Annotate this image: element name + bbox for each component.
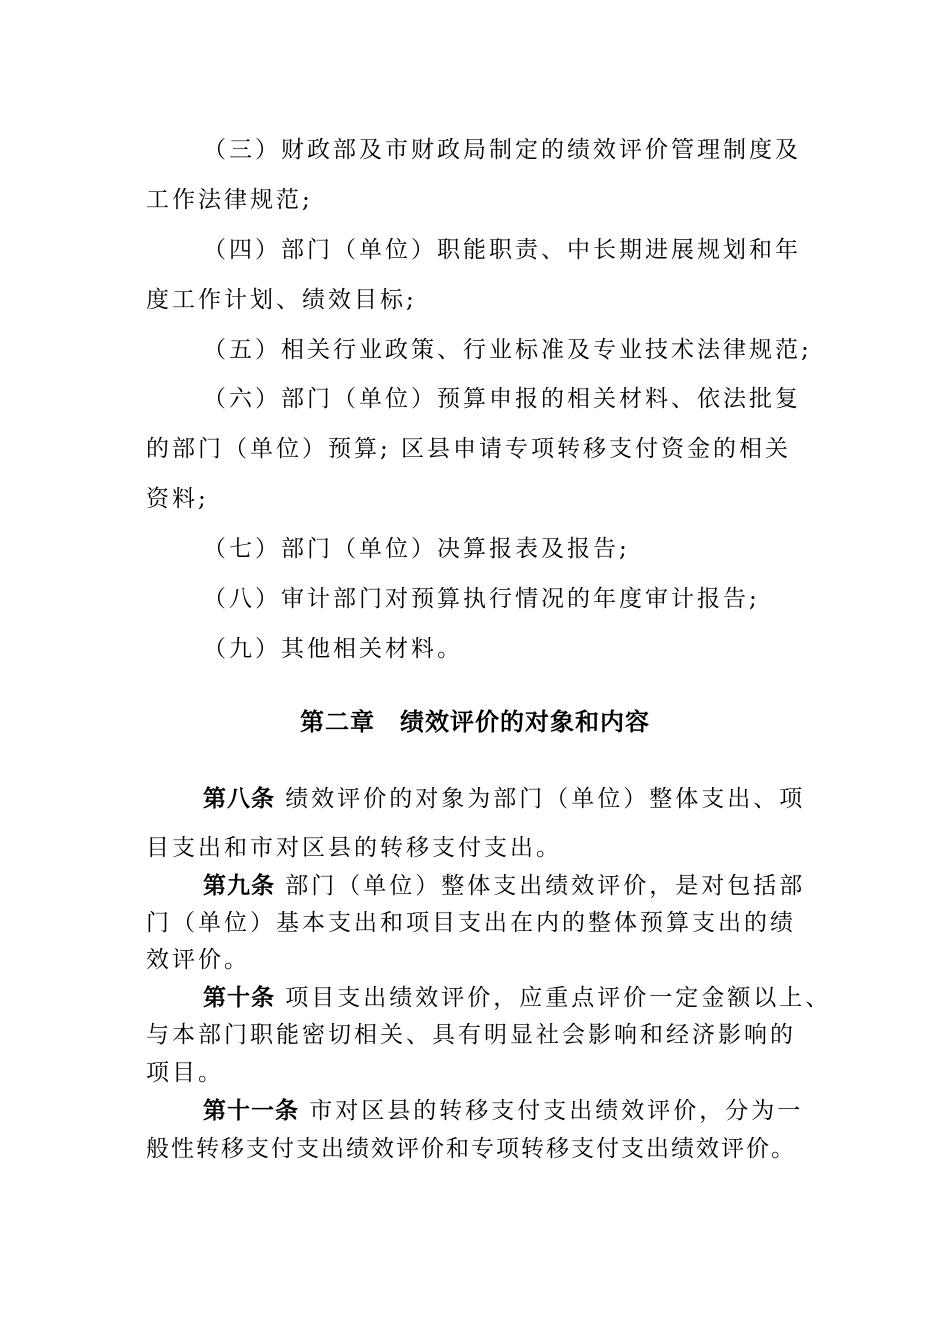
article-11-text: 市对区县的转移支付支出绩效评价，分为一 [299, 1098, 804, 1124]
list-item-4-line-1: （四）部门（单位）职能职责、中长期进展规划和年 [203, 237, 801, 263]
article-10-line-1 [0, 983, 950, 1013]
list-item-8-line-1: （八）审计部门对预算执行情况的年度审计报告; [203, 586, 760, 612]
article-9-title: 第九条 [203, 872, 275, 899]
list-item-7-line-1: （七）部门（单位）决算报表及报告; [203, 536, 630, 562]
list-item-4-line-2: 度工作计划、绩效目标; [146, 287, 417, 313]
article-9-text: 部门（单位）整体支出绩效评价，是对包括部 [275, 873, 806, 899]
list-item-6-line-3: 资料; [146, 486, 209, 512]
list-item-6-line-2: 的部门（单位）预算; 区县申请专项转移支付资金的相关 [146, 436, 792, 462]
list-item-5-line-1: （五）相关行业政策、行业标准及专业技术法律规范; [203, 337, 812, 363]
article-8-line-2: 目支出和市对区县的转移支付支出。 [146, 835, 562, 861]
article-9-line-2: 门（单位）基本支出和项目支出在内的整体预算支出的绩 [146, 910, 796, 936]
article-11-title: 第十一条 [203, 1097, 299, 1124]
article-10-line-3: 项目。 [146, 1060, 224, 1086]
list-item-3-line-1: （三）财政部及市财政局制定的绩效评价管理制度及 [203, 137, 801, 163]
article-11-line-2: 般性转移支付支出绩效评价和专项转移支付支出绩效评价。 [146, 1136, 796, 1162]
article-8-text: 绩效评价的对象为部门（单位）整体支出、项 [275, 786, 806, 812]
article-10-line-2: 与本部门职能密切相关、具有明显社会影响和经济影响的 [146, 1022, 796, 1048]
list-item-9-line-1: （九）其他相关材料。 [203, 636, 463, 662]
list-item-3-line-2: 工作法律规范; [146, 187, 313, 213]
article-8-line-1 [0, 784, 950, 814]
article-9-line-3: 效评价。 [146, 947, 250, 973]
article-10-title: 第十条 [203, 984, 275, 1011]
article-10-text: 项目支出绩效评价，应重点评价一定金额以上、 [275, 985, 832, 1011]
chapter-heading: 第二章 绩效评价的对象和内容 [300, 707, 650, 736]
article-9-line-1 [0, 871, 950, 901]
article-8-title: 第八条 [203, 785, 275, 812]
article-11-line-1 [0, 1096, 950, 1126]
list-item-6-line-1: （六）部门（单位）预算申报的相关材料、依法批复 [203, 386, 801, 412]
